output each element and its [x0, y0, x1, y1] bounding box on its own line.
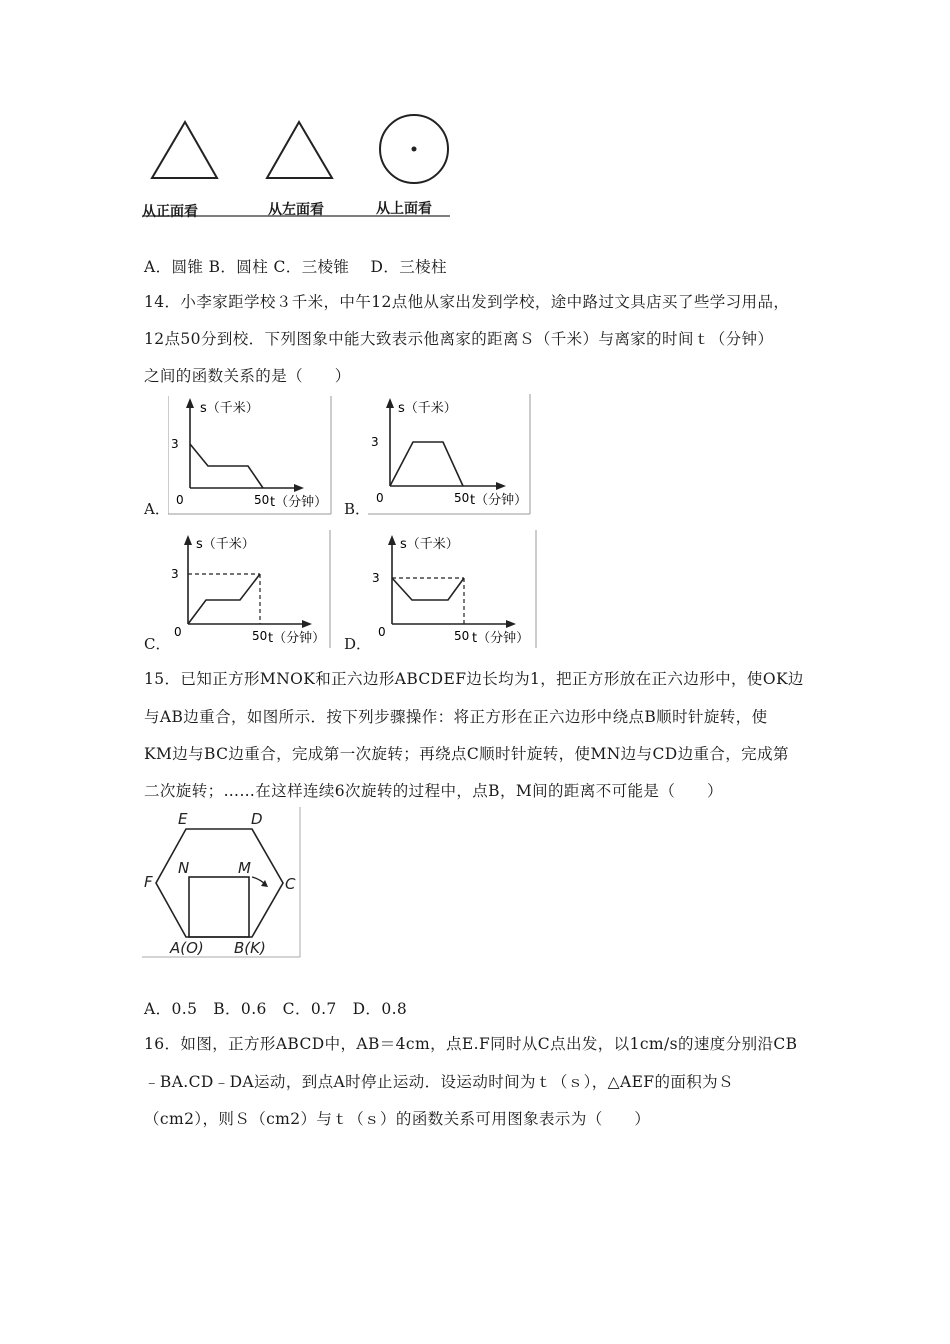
- q16-line-2: ﹣BA.CD﹣DA运动，到点A时停止运动．设运动时间为ｔ（ｓ），△AEF的面积为Ｓ: [144, 1073, 734, 1091]
- q15-options: A．0.5 B．0.6 C．0.7 D．0.8: [144, 1000, 408, 1018]
- x-axis-label: t（分钟）: [472, 631, 530, 646]
- vertex-d-label: D: [251, 810, 263, 828]
- y-axis-arrow: [388, 535, 396, 545]
- q16-line-3: （cm2），则Ｓ（cm2）与ｔ（ｓ）的函数关系可用图象表示为（ ）: [144, 1110, 651, 1128]
- origin-label: 0: [378, 625, 386, 639]
- option-b-letter: B．: [344, 500, 371, 518]
- x-axis-label: t（分钟）: [268, 631, 326, 646]
- option-c-letter: C．: [144, 635, 171, 653]
- origin-label: 0: [176, 493, 184, 507]
- square-mnok: [189, 877, 249, 937]
- x-axis-arrow: [302, 620, 312, 628]
- q15-line-2: 与AB边重合，如图所示．按下列步骤操作：将正方形在正六边形中绕点B顺时针旋转，使: [144, 708, 768, 726]
- vertex-bk-label: B(K): [234, 939, 266, 957]
- x-axis-label: t（分钟）: [270, 495, 328, 510]
- front-view-triangle: [152, 122, 217, 178]
- q15-line-1: 15．已知正方形MNOK和正六边形ABCDEF边长均为1，把正方形放在正六边形中，使OK边: [144, 670, 804, 688]
- x-tick-50: 50: [252, 629, 268, 643]
- y-axis-arrow: [386, 398, 394, 408]
- graph-c-curve: [188, 574, 260, 624]
- vertex-f-label: F: [144, 873, 153, 891]
- graph-a: [168, 396, 334, 518]
- graph-a-curve: [190, 444, 263, 488]
- y-tick-3: 3: [171, 437, 179, 451]
- top-view-label: 从上面看: [376, 201, 432, 217]
- x-axis-arrow: [496, 482, 506, 490]
- graph-d: [368, 530, 540, 652]
- q13-options: A．圆锥 B．圆柱 C．三棱锥 D．三棱柱: [144, 258, 447, 276]
- x-tick-50: 50: [454, 629, 470, 643]
- left-view-triangle: [267, 122, 332, 178]
- y-tick-3: 3: [371, 435, 379, 449]
- front-view-label: 从正面看: [142, 204, 198, 220]
- y-axis-arrow: [186, 398, 194, 408]
- x-axis-arrow: [506, 620, 516, 628]
- vertex-e-label: E: [178, 810, 188, 828]
- q14-line-2: 12点50分到校．下列图象中能大致表示他离家的距离Ｓ（千米）与离家的时间ｔ（分钟）: [144, 330, 774, 348]
- three-view-figure: [140, 110, 460, 222]
- top-view-center-dot: [412, 147, 417, 152]
- y-axis-label: s（千米）: [196, 537, 255, 552]
- origin-label: 0: [174, 625, 182, 639]
- vertex-n-label: N: [178, 859, 190, 877]
- left-view-label: 从左面看: [268, 202, 324, 218]
- y-tick-3: 3: [372, 571, 380, 585]
- x-tick-50: 50: [454, 491, 470, 505]
- q16-line-1: 16．如图，正方形ABCD中，AB＝4cm，点E.F同时从C点出发，以1cm/s的速度分别沿CB: [144, 1035, 798, 1053]
- origin-label: 0: [376, 491, 384, 505]
- q15-line-4: 二次旋转；……在这样连续6次旋转的过程中，点B，M间的距离不可能是（ ）: [144, 782, 723, 800]
- q14-line-1: 14．小李家距学校３千米，中午12点他从家出发到学校，途中路过文具店买了些学习用品，: [144, 293, 790, 311]
- q15-line-3: KM边与BC边重合，完成第一次旋转；再绕点C顺时针旋转，使MN边与CD边重合，完成第: [144, 745, 789, 763]
- y-tick-3: 3: [171, 567, 179, 581]
- option-a-letter: A．: [144, 500, 170, 518]
- x-axis-arrow: [294, 484, 304, 492]
- y-axis-arrow: [184, 535, 192, 545]
- option-d-letter: D．: [344, 635, 372, 653]
- y-axis-label: s（千米）: [398, 401, 457, 416]
- graph-b-curve: [390, 442, 463, 486]
- hexagon-figure: [140, 807, 302, 959]
- x-axis-label: t（分钟）: [470, 493, 528, 508]
- y-axis-label: s（千米）: [200, 401, 259, 416]
- q14-line-3: 之间的函数关系的是（ ）: [144, 367, 351, 385]
- graph-b: [368, 394, 534, 518]
- y-axis-label: s（千米）: [400, 537, 459, 552]
- vertex-m-label: M: [238, 859, 251, 877]
- vertex-ao-label: A(O): [170, 939, 204, 957]
- graph-c: [168, 530, 334, 652]
- vertex-c-label: C: [285, 875, 296, 893]
- graph-d-curve: [392, 578, 464, 600]
- x-tick-50: 50: [254, 493, 270, 507]
